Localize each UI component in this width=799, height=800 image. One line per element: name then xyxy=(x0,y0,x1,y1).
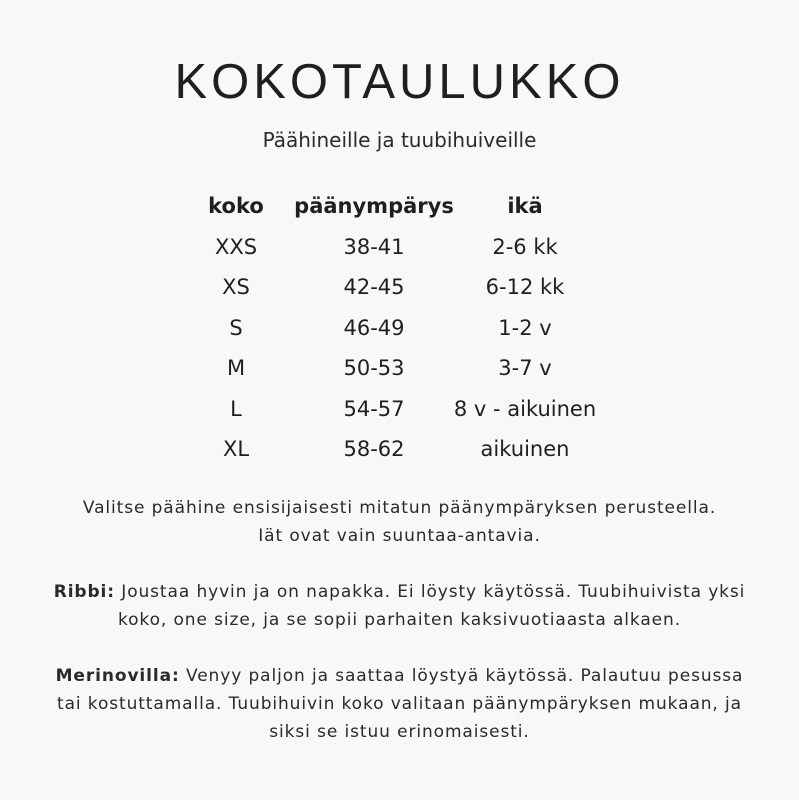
ribbi-note xyxy=(0,578,799,634)
sizing-advice-line: Valitse päähine ensisijaisesti mitatun päänympäryksen perusteella. xyxy=(82,498,717,518)
table-row xyxy=(0,310,799,351)
circumference-cell: 46-49 xyxy=(343,315,405,340)
table-row xyxy=(0,391,799,432)
circumference-cell: 54-57 xyxy=(343,396,405,421)
circumference-cell: 58-62 xyxy=(343,437,405,461)
table-row xyxy=(0,269,799,310)
circumference-cell: 50-53 xyxy=(343,356,405,380)
page-title: KOKOTAULUKKO xyxy=(174,55,625,109)
table-header-row xyxy=(0,188,799,229)
size-table xyxy=(0,188,799,472)
size-cell: M xyxy=(226,356,246,380)
size-cell: XS xyxy=(222,275,250,299)
merino-text: Venyy paljon ja saattaa löystyä käytössä. Palautuu pesussa xyxy=(179,666,744,686)
age-cell: 2-6 kk xyxy=(492,234,558,259)
merino-label: Merinovilla: xyxy=(55,666,180,686)
merino-note-line: tai kostuttamalla. Tuubihuivin koko valitaan päänympäryksen mukaan, ja xyxy=(57,694,742,714)
page-subtitle: Päähineille ja tuubihuiveille xyxy=(262,128,537,152)
merino-note-line: siksi se istuu erinomaisesti. xyxy=(269,722,530,742)
table-row xyxy=(0,431,799,472)
table-row xyxy=(0,350,799,391)
column-header-head-circumference: päänympärys xyxy=(294,194,454,218)
size-cell: S xyxy=(229,315,243,340)
circumference-cell: 38-41 xyxy=(343,234,405,259)
merino-note-line xyxy=(0,662,799,690)
merino-note xyxy=(0,662,799,746)
age-cell: 6-12 kk xyxy=(485,275,565,299)
column-header-size: koko xyxy=(208,194,264,218)
ribbi-note-line xyxy=(0,578,799,606)
circumference-cell: 42-45 xyxy=(343,275,405,299)
ribbi-label: Ribbi: xyxy=(53,582,115,602)
size-cell: XL xyxy=(222,437,250,461)
age-disclaimer-line: Iät ovat vain suuntaa-antavia. xyxy=(258,526,541,546)
size-cell: XXS xyxy=(214,234,258,259)
table-row xyxy=(0,229,799,270)
ribbi-text: Joustaa hyvin ja on napakka. Ei löysty käytössä. Tuubihuivista yksi xyxy=(114,582,746,602)
age-cell: aikuinen xyxy=(480,437,570,461)
column-header-age: ikä xyxy=(507,194,543,218)
age-cell: 8 v - aikuinen xyxy=(453,396,597,421)
sizing-advice xyxy=(0,494,799,550)
ribbi-note-line: koko, one size, ja se sopii parhaiten kaksivuotiaasta alkaen. xyxy=(117,610,681,630)
size-cell: L xyxy=(230,396,242,421)
age-cell: 1-2 v xyxy=(498,315,552,340)
age-cell: 3-7 v xyxy=(498,356,552,380)
